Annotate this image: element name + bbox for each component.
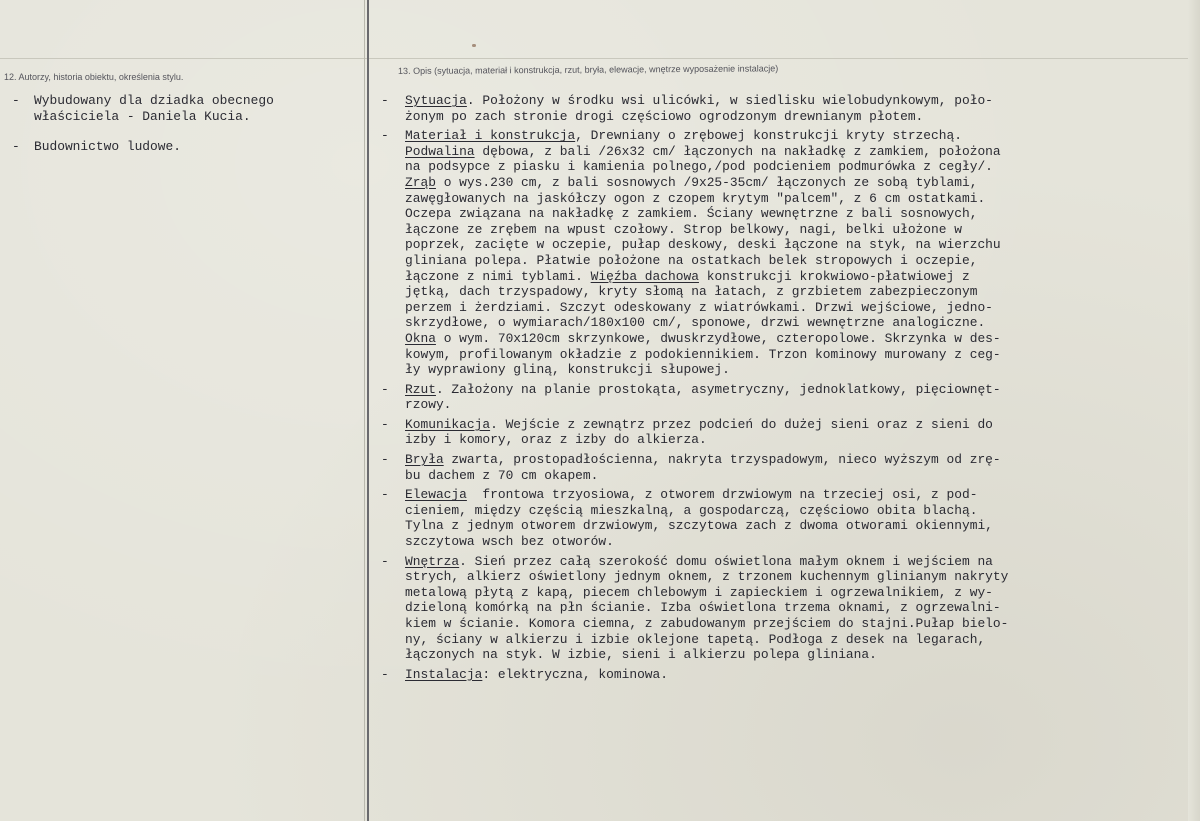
section-text: o wys.230 cm, z bali sosnowych /9x25-35cm/ łączonych ze sobą tyblami, bbox=[435, 174, 978, 190]
text-line: kiem w ścianie. Komora ciemna, z zabudowanym przejściem do stajni.Pułap bielo- bbox=[405, 616, 1009, 631]
section-term: Okna bbox=[405, 330, 436, 346]
section-item bbox=[381, 452, 1196, 483]
section-item bbox=[381, 144, 1196, 175]
section-item bbox=[381, 331, 1196, 378]
bullet-dash: - bbox=[381, 93, 389, 108]
bullet-dash: - bbox=[381, 381, 389, 397]
text-line: na podsypce z piasku i kamienia polnego,/pod podcieniem podmurówka z cegły/. bbox=[405, 159, 993, 175]
section-text: . Wejście z zewnątrz przez podcień do dużej sieni oraz z sieni do bbox=[490, 416, 993, 432]
left-item bbox=[12, 139, 362, 155]
section-first-line bbox=[405, 452, 1196, 468]
text-line: zawęgłowanych na jaskółczy ogon z czopem krytym "palcem", z 6 cm ostatkami. bbox=[405, 190, 986, 206]
text-line: rzowy. bbox=[405, 397, 452, 413]
text-prefix: łączone z nimi tyblami. bbox=[405, 268, 591, 284]
bullet-dash: - bbox=[12, 139, 20, 155]
text-line: bu dachem z 70 cm okapem. bbox=[405, 467, 599, 483]
section-text: dębowa, z bali /26x32 cm/ łączonych na nakładkę z zamkiem, położona bbox=[474, 143, 1001, 159]
section-text: frontowa trzyosiowa, z otworem drzwiowym na trzeciej osi, z pod- bbox=[466, 487, 978, 503]
section-first-line bbox=[405, 144, 1196, 160]
right-column bbox=[381, 93, 1196, 686]
text-line: strych, alkierz oświetlony jednym oknem, z trzonem kuchennym glinianym nakryty bbox=[405, 569, 1009, 585]
section-text: o wym. 70x120cm skrzynkowe, dwuskrzydłowe, czteropolowe. Skrzynka w des- bbox=[435, 330, 1001, 346]
section-term: Sytuacja bbox=[405, 93, 467, 108]
section-first-line bbox=[405, 128, 1196, 144]
section-first-line bbox=[405, 487, 1196, 503]
section-item bbox=[381, 175, 1196, 269]
section-text: : elektryczna, kominowa. bbox=[482, 666, 669, 682]
text-line: Budownictwo ludowe. bbox=[34, 139, 181, 155]
ink-mark bbox=[472, 44, 476, 47]
section-first-line bbox=[405, 417, 1196, 433]
text-line: skrzydłowe, o wymiarach/180x100 cm/, sponowe, drzwi wewnętrzne analogiczne. bbox=[405, 315, 986, 331]
text-line: dzieloną komórką na płn ścianie. Izba oświetlona trzema oknami, z ogrzewalni- bbox=[405, 600, 1001, 616]
section-term: Zrąb bbox=[405, 174, 436, 190]
section-item bbox=[381, 554, 1196, 663]
section-term: Materiał i konstrukcja bbox=[405, 128, 576, 144]
text-line: poprzek, zacięte w oczepie, pułap deskowy, deski łączone na styk, na wierzchu bbox=[405, 237, 1001, 253]
bullet-dash: - bbox=[381, 487, 389, 503]
section-text: . Założony na planie prostokąta, asymetryczny, jednoklatkowy, pięciownęt- bbox=[435, 381, 1001, 397]
section-first-line bbox=[405, 175, 1196, 191]
section-item bbox=[381, 382, 1196, 413]
bullet-dash: - bbox=[381, 666, 389, 682]
section-first-line bbox=[405, 382, 1196, 398]
bullet-dash: - bbox=[12, 93, 20, 108]
section-text: . Sień przez całą szerokość domu oświetlona małym oknem i wejściem na bbox=[459, 553, 993, 569]
section-item bbox=[381, 417, 1196, 448]
column-divider-guide bbox=[364, 0, 365, 821]
left-item bbox=[12, 93, 362, 124]
section-text: . Położony w środku wsi ulicówki, w siedlisku wielobudynkowym, poło- bbox=[466, 93, 993, 108]
section-text: konstrukcji krokwiowo-płatwiowej z bbox=[698, 268, 970, 284]
text-line: łączone ze zrębem na wpust czołowy. Strop belkowy, nagi, belki ułożone w bbox=[405, 221, 962, 237]
text-line: kowym, profilowanym okładzie z podokiennikiem. Trzon kominowy murowany z ceg- bbox=[405, 346, 1001, 362]
section-term: Bryła bbox=[405, 452, 444, 468]
section-term: Komunikacja bbox=[405, 416, 491, 432]
section-term: Wnętrza bbox=[405, 553, 460, 569]
section-first-line bbox=[405, 269, 1196, 285]
left-column bbox=[12, 93, 362, 170]
text-line: Wybudowany dla dziadka obecnego bbox=[34, 93, 274, 108]
bullet-dash: - bbox=[381, 416, 389, 432]
column-divider bbox=[367, 0, 369, 821]
section-term: Więźba dachowa bbox=[590, 268, 699, 284]
section-item bbox=[381, 93, 1196, 124]
text-line: jętką, dach trzyspadowy, kryty słomą na łatach, z grzbietem zabezpieczonym bbox=[405, 284, 978, 300]
left-column-header: 12. Autorzy, historia obiektu, określenia stylu. bbox=[4, 72, 184, 82]
section-text: zwarta, prostopadłościenna, nakryta trzyspadowym, nieco wyższym od zrę- bbox=[443, 452, 1001, 468]
section-first-line bbox=[405, 93, 1196, 109]
text-line: łączonych na styk. W izbie, sieni i alkierzu polepa gliniana. bbox=[405, 647, 877, 663]
header-rule bbox=[0, 58, 1188, 59]
text-line: cieniem, między częścią mieszkalną, a gospodarczą, częściowo obita blachą. bbox=[405, 502, 978, 518]
section-text: , Drewniany o zrębowej konstrukcji kryty strzechą. bbox=[575, 128, 962, 144]
text-line: izby i komory, oraz z izby do alkierza. bbox=[405, 432, 707, 448]
bullet-dash: - bbox=[381, 452, 389, 468]
right-column-header: 13. Opis (sytuacja, materiał i konstrukcja, rzut, bryła, elewacje, wnętrze wyposażenie instalacje) bbox=[398, 63, 779, 76]
section-term: Podwalina bbox=[405, 143, 475, 159]
section-first-line bbox=[405, 667, 1196, 683]
section-term: Instalacja bbox=[405, 666, 483, 682]
section-term: Elewacja bbox=[405, 487, 467, 503]
text-line: gliniana polepa. Płatwie położone na ostatkach belek stropowych i oczepie, bbox=[405, 252, 978, 268]
section-item bbox=[381, 667, 1196, 683]
text-line: ły wyprawiony gliną, konstrukcji słupowej. bbox=[405, 362, 730, 378]
text-line: Oczepa związana na nakładkę z zamkiem. Ściany wewnętrzne z bali sosnowych, bbox=[405, 206, 978, 222]
text-line: szczytowa wsch bez otworów. bbox=[405, 534, 614, 550]
text-line: Tylna z jednym otworem drzwiowym, szczytowa zach z dwoma otworami okiennymi, bbox=[405, 518, 993, 534]
text-line: żonym po zach stronie drogi częściowo ogrodzonym drewnianym płotem. bbox=[405, 108, 924, 124]
bullet-dash: - bbox=[381, 128, 389, 144]
section-item bbox=[381, 269, 1196, 331]
text-line: perzem i żerdziami. Szczyt odeskowany z wiatrówkami. Drzwi wejściowe, jedno- bbox=[405, 299, 993, 315]
section-first-line bbox=[405, 331, 1196, 347]
section-item bbox=[381, 128, 1196, 144]
section-item bbox=[381, 487, 1196, 549]
section-term: Rzut bbox=[405, 381, 436, 397]
section-first-line bbox=[405, 554, 1196, 570]
bullet-dash: - bbox=[381, 553, 389, 569]
text-line: właściciela - Daniela Kucia. bbox=[34, 108, 251, 124]
text-line: ny, ściany w alkierzu i izbie oklejone tapetą. Podłoga z desek na legarach, bbox=[405, 631, 986, 647]
text-line: metalową płytą z kapą, piecem chlebowym i zapieckiem i ogrzewalnikiem, z wy- bbox=[405, 584, 993, 600]
